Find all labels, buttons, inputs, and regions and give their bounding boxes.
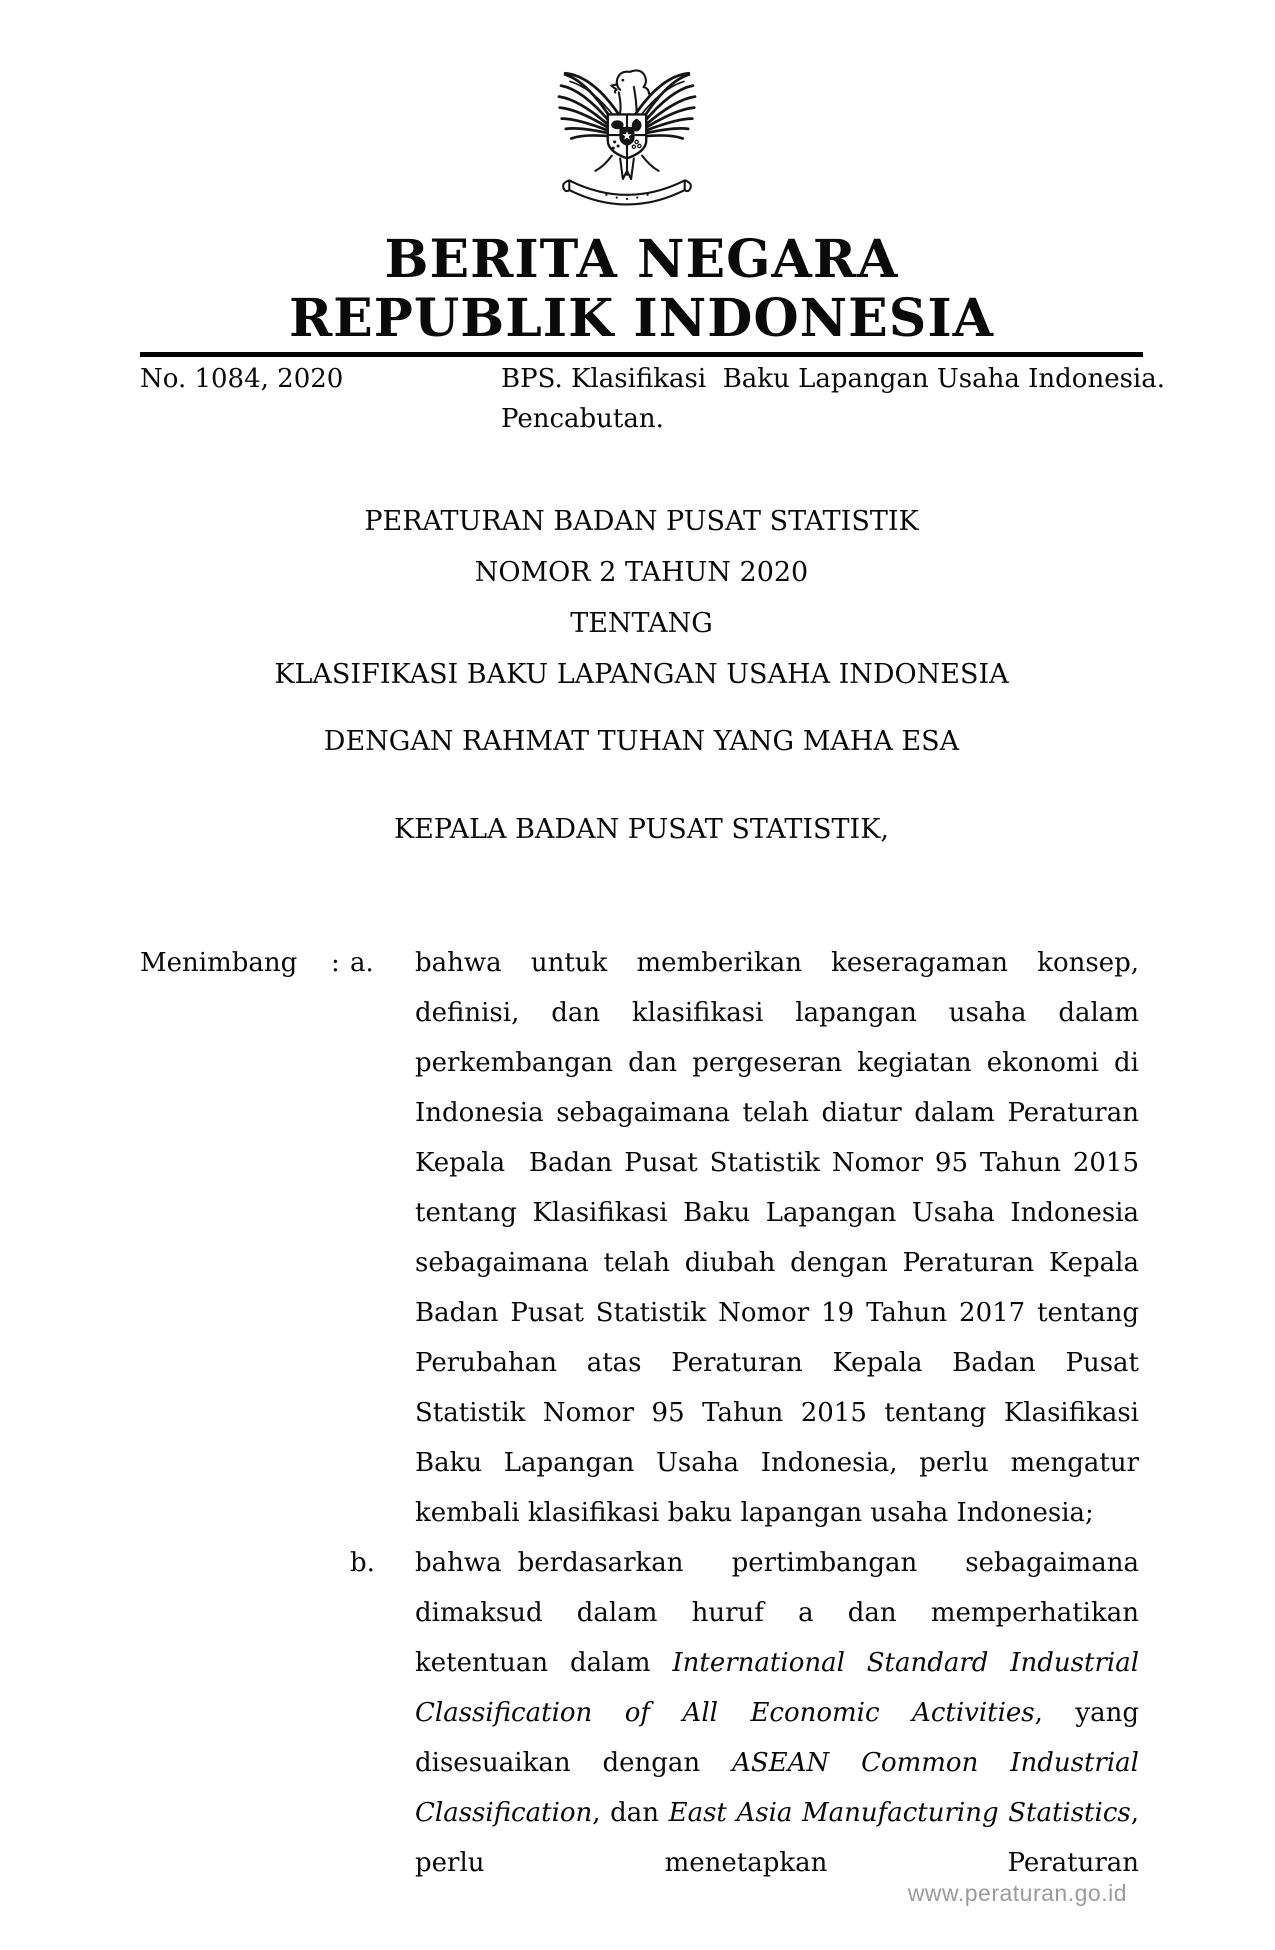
invocation-line: DENGAN RAHMAT TUHAN YANG MAHA ESA [323,726,960,757]
considerations-label: Menimbang [140,948,298,978]
masthead-info-row [140,359,1166,439]
regulation-title-line3: TENTANG [570,608,713,639]
item-text-a: bahwa untuk memberikan keseragaman konsep, definisi, dan klasifikasi lapangan usaha dalam perkembangan dan pergeseran kegiatan ekonomi di Indonesia sebagaimana telah diatur dalam Peraturan Kepala Badan Pusat Statistik Nomor 95 Tahun 2015 tentang Klasifikasi Baku Lapangan Usaha Indonesia sebagaimana telah diubah dengan Peraturan Kepala Badan Pusat Statistik Nomor 19 Tahun 2017 tentang Perubahan atas Peraturan Kepala Badan Pusat Statistik Nomor 95 Tahun 2015 tentang Klasifikasi Baku Lapangan Usaha Indonesia, perlu mengatur kembali klasifikasi baku lapangan usaha Indonesia; [415,948,1139,1528]
masthead-title [140,230,1143,348]
consideration-item-b [140,1538,1143,1888]
regulation-title-block [140,496,1143,700]
consideration-item-a [140,938,1143,1538]
masthead-title-line2: REPUBLIK INDONESIA [288,288,995,349]
item-marker-b: b. [350,1548,375,1578]
subject-abstract [501,359,1165,439]
subject-line-1: BPS. Klasifikasi Baku Lapangan Usaha Indonesia. [501,364,1166,394]
item-marker-a: a. [350,948,374,978]
masthead-title-line1: BERITA NEGARA [384,229,899,290]
subject-line-2: Pencabutan. [501,404,664,434]
regulation-title-line2: NOMOR 2 TAHUN 2020 [474,557,809,588]
regulation-title-line1: PERATURAN BADAN PUSAT STATISTIK [364,506,919,537]
masthead-rule [140,352,1143,357]
considerations-section [140,938,1143,1888]
item-text-b: bahwa berdasarkan pertimbangan sebagaimana dimaksud dalam huruf a dan memperhatikan ketentuan dalam International Standard Industrial Classification of All Economic Activities, yang disesuaikan dengan ASEAN Common Industrial Classification, dan East Asia Manufacturing Statistics, perlu menetapkan Peraturan [415,1548,1140,1878]
considerations-separator: : [331,948,340,978]
issue-number: No. 1084, 2020 [140,364,344,394]
regulation-title-line4: KLASIFIKASI BAKU LAPANGAN USAHA INDONESIA [274,659,1009,690]
footer-url: www.peraturan.go.id [907,1880,1127,1906]
official-title-line: KEPALA BADAN PUSAT STATISTIK, [394,814,889,845]
garuda-pancasila-icon [557,54,697,212]
